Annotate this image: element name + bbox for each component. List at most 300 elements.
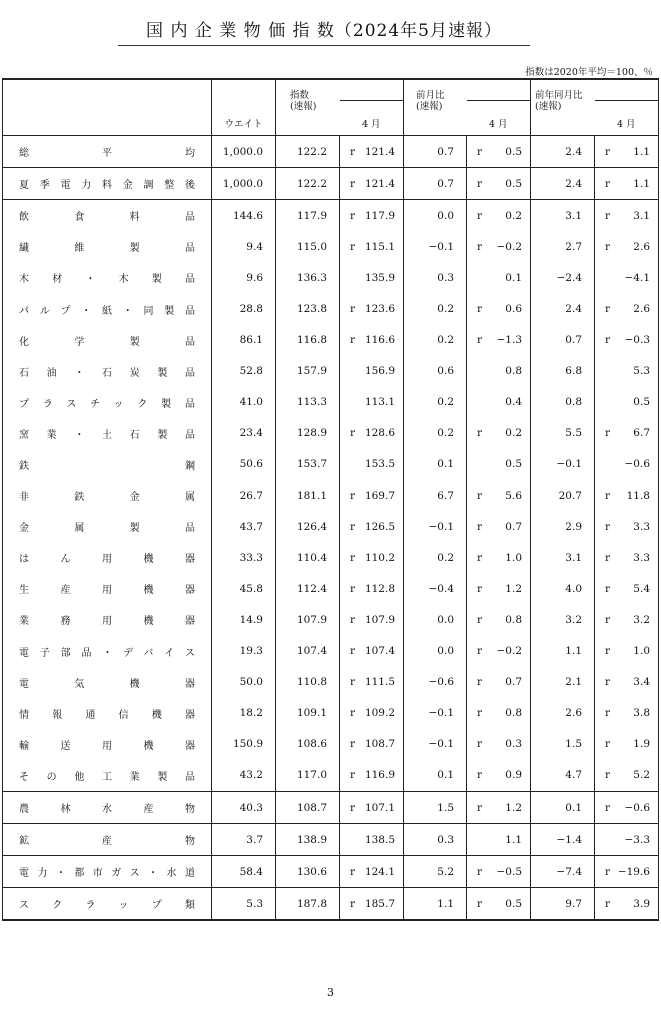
weight-cell: 1,000.0	[212, 168, 276, 200]
mom-cell: 0.2	[404, 293, 467, 324]
prev-mom-cell: r 0.3	[467, 729, 531, 760]
table-row	[3, 888, 659, 921]
row-label: 繊維製品	[19, 243, 195, 255]
prev-index-cell: r 107.4	[340, 636, 404, 667]
row-label: 輸送用機器	[19, 740, 195, 752]
prev-yoy-cell: r 5.4	[595, 573, 659, 604]
revised-flag: r	[350, 520, 356, 533]
yoy-cell: 3.2	[531, 604, 595, 635]
revised-flag: r	[605, 303, 611, 316]
prev-index-cell: r 107.1	[340, 791, 404, 823]
header-blank	[3, 79, 212, 136]
index-cell: 130.6	[276, 856, 340, 888]
table-row	[3, 418, 659, 449]
index-cell: 110.4	[276, 542, 340, 573]
row-label: 鉄鋼	[19, 460, 195, 472]
prev-index-cell: r 107.9	[340, 604, 404, 635]
yoy-cell: 3.1	[531, 542, 595, 573]
prev-index-cell: r 116.6	[340, 325, 404, 356]
index-cell: 108.6	[276, 729, 340, 760]
weight-cell: 1,000.0	[212, 136, 276, 168]
index-cell: 108.7	[276, 791, 340, 823]
yoy-cell: −7.4	[531, 856, 595, 888]
row-label: その他工業製品	[3, 760, 212, 792]
weight-cell: 40.3	[212, 791, 276, 823]
table-row	[3, 387, 659, 418]
revised-flag: r	[605, 334, 611, 347]
prev-yoy-cell: −4.1	[595, 262, 659, 293]
mom-cell: 0.2	[404, 325, 467, 356]
weight-cell: 9.6	[212, 262, 276, 293]
unit-note: 指数は2020年平均＝100、％	[525, 67, 653, 78]
mom-cell: 0.6	[404, 356, 467, 387]
row-label: 石油・石炭製品	[19, 367, 195, 379]
revised-flag: r	[477, 738, 483, 751]
prev-index-cell: r 110.2	[340, 542, 404, 573]
prev-index-cell: 113.1	[340, 387, 404, 418]
revised-flag: r	[350, 427, 356, 440]
index-cell: 113.3	[276, 387, 340, 418]
yoy-cell: 2.7	[531, 231, 595, 262]
row-label: はん用機器	[19, 554, 195, 566]
revised-flag: r	[477, 582, 483, 595]
yoy-cell: 2.4	[531, 168, 595, 200]
yoy-cell: −0.1	[531, 449, 595, 480]
revised-flag: r	[350, 209, 356, 222]
header-index-label: 指数	[290, 90, 310, 101]
prev-index-cell: r 123.6	[340, 293, 404, 324]
mom-cell: 5.2	[404, 856, 467, 888]
prev-yoy-cell: r 3.3	[595, 542, 659, 573]
prev-yoy-cell: r 3.3	[595, 511, 659, 542]
index-cell: 136.3	[276, 262, 340, 293]
revised-flag: r	[605, 613, 611, 626]
prev-yoy-cell: r 3.4	[595, 667, 659, 698]
row-label: 電子部品・デバイス	[19, 647, 195, 659]
prev-index-cell: r 128.6	[340, 418, 404, 449]
revised-flag: r	[477, 801, 483, 814]
revised-flag: r	[477, 676, 483, 689]
revised-flag: r	[350, 613, 356, 626]
table-row	[3, 136, 659, 168]
header-index-prev-month: 4 月	[361, 119, 381, 130]
revised-flag: r	[477, 865, 483, 878]
table-row	[3, 356, 659, 387]
revised-flag: r	[477, 551, 483, 564]
revised-flag: r	[605, 240, 611, 253]
prev-mom-cell: 0.4	[467, 387, 531, 418]
weight-cell: 86.1	[212, 325, 276, 356]
prev-mom-cell: 0.5	[467, 449, 531, 480]
revised-flag: r	[477, 707, 483, 720]
table-row	[3, 542, 659, 573]
prev-mom-cell: r 0.6	[467, 293, 531, 324]
mom-cell: 0.1	[404, 449, 467, 480]
mom-cell: 0.0	[404, 200, 467, 232]
header-mom-label: 前月比	[416, 90, 445, 101]
weight-cell: 9.4	[212, 231, 276, 262]
mom-cell: 0.7	[404, 136, 467, 168]
prev-mom-cell: r 5.6	[467, 480, 531, 511]
row-label: 総平均	[3, 136, 212, 168]
revised-flag: r	[605, 707, 611, 720]
weight-cell: 14.9	[212, 604, 276, 635]
revised-flag: r	[477, 897, 483, 910]
revised-flag: r	[605, 145, 611, 158]
prev-index-cell: r 185.7	[340, 888, 404, 921]
prev-mom-cell: r 0.7	[467, 511, 531, 542]
table-row	[3, 262, 659, 293]
yoy-cell: −2.4	[531, 262, 595, 293]
index-cell: 123.8	[276, 293, 340, 324]
weight-cell: 28.8	[212, 293, 276, 324]
mom-cell: 0.0	[404, 604, 467, 635]
mom-cell: 1.1	[404, 888, 467, 921]
prev-mom-cell: r 0.9	[467, 760, 531, 792]
prev-mom-cell: r −0.5	[467, 856, 531, 888]
prev-yoy-cell: r 3.2	[595, 604, 659, 635]
prev-yoy-cell: r 5.2	[595, 760, 659, 792]
index-cell: 153.7	[276, 449, 340, 480]
revised-flag: r	[477, 613, 483, 626]
yoy-cell: 0.1	[531, 791, 595, 823]
mom-cell: −0.1	[404, 729, 467, 760]
yoy-cell: 0.7	[531, 325, 595, 356]
revised-flag: r	[477, 177, 483, 190]
prev-mom-cell: 0.8	[467, 356, 531, 387]
revised-flag: r	[350, 145, 356, 158]
revised-flag: r	[350, 334, 356, 347]
mom-cell: 0.3	[404, 262, 467, 293]
header-yoy-sub: (速報)	[535, 101, 562, 112]
revised-flag: r	[605, 489, 611, 502]
prev-mom-cell: r 0.2	[467, 418, 531, 449]
prev-yoy-cell: r 1.9	[595, 729, 659, 760]
prev-mom-cell: r 0.7	[467, 667, 531, 698]
prev-mom-cell: r −1.3	[467, 325, 531, 356]
revised-flag: r	[605, 209, 611, 222]
prev-mom-cell: r 0.8	[467, 604, 531, 635]
weight-cell: 23.4	[212, 418, 276, 449]
index-cell: 115.0	[276, 231, 340, 262]
mom-cell: 0.2	[404, 542, 467, 573]
yoy-cell: 9.7	[531, 888, 595, 921]
prev-mom-cell: 1.1	[467, 824, 531, 856]
yoy-cell: 3.1	[531, 200, 595, 232]
prev-mom-cell: r 0.5	[467, 168, 531, 200]
row-label: 非鉄金属	[19, 492, 195, 504]
revised-flag: r	[605, 645, 611, 658]
revised-flag: r	[477, 303, 483, 316]
price-index-table	[2, 78, 659, 921]
yoy-cell: 2.4	[531, 136, 595, 168]
prev-index-cell: r 117.9	[340, 200, 404, 232]
revised-flag: r	[477, 520, 483, 533]
revised-flag: r	[350, 801, 356, 814]
row-label: 飲食料品	[19, 212, 195, 224]
revised-flag: r	[605, 676, 611, 689]
row-label: 化学製品	[19, 336, 195, 348]
revised-flag: r	[605, 177, 611, 190]
row-label: 農林水産物	[3, 791, 212, 823]
prev-yoy-cell: r 6.7	[595, 418, 659, 449]
index-cell: 112.4	[276, 573, 340, 604]
prev-index-cell: r 109.2	[340, 698, 404, 729]
revised-flag: r	[350, 707, 356, 720]
revised-flag: r	[477, 240, 483, 253]
table-row	[3, 449, 659, 480]
prev-mom-cell: r 0.5	[467, 888, 531, 921]
header-index-prev	[340, 79, 404, 136]
table-row	[3, 791, 659, 823]
weight-cell: 19.3	[212, 636, 276, 667]
header-mom-prev	[467, 79, 531, 136]
prev-yoy-cell: r 11.8	[595, 480, 659, 511]
yoy-cell: 6.8	[531, 356, 595, 387]
prev-mom-cell: r 1.2	[467, 573, 531, 604]
yoy-cell: 4.0	[531, 573, 595, 604]
index-cell: 181.1	[276, 480, 340, 511]
revised-flag: r	[350, 645, 356, 658]
header-yoy-prev	[595, 79, 659, 136]
prev-mom-cell: r 0.8	[467, 698, 531, 729]
prev-yoy-cell: −0.6	[595, 449, 659, 480]
index-cell: 122.2	[276, 168, 340, 200]
mom-cell: −0.4	[404, 573, 467, 604]
yoy-cell: 20.7	[531, 480, 595, 511]
header-yoy-label: 前年同月比	[535, 90, 583, 101]
prev-yoy-cell: r 1.1	[595, 136, 659, 168]
weight-cell: 26.7	[212, 480, 276, 511]
yoy-cell: 2.1	[531, 667, 595, 698]
index-cell: 157.9	[276, 356, 340, 387]
prev-index-cell: r 112.8	[340, 573, 404, 604]
mom-cell: −0.6	[404, 667, 467, 698]
mom-cell: 0.1	[404, 760, 467, 792]
prev-yoy-cell: r 3.9	[595, 888, 659, 921]
prev-mom-cell: r −0.2	[467, 636, 531, 667]
row-label: 窯業・土石製品	[19, 429, 195, 441]
yoy-cell: 4.7	[531, 760, 595, 792]
row-label: 金属製品	[19, 523, 195, 535]
prev-index-cell: r 108.7	[340, 729, 404, 760]
revised-flag: r	[350, 676, 356, 689]
prev-index-cell: r 111.5	[340, 667, 404, 698]
mom-cell: 0.0	[404, 636, 467, 667]
prev-yoy-cell: r −19.6	[595, 856, 659, 888]
prev-index-cell: r 115.1	[340, 231, 404, 262]
weight-cell: 5.3	[212, 888, 276, 921]
table-row	[3, 573, 659, 604]
table-row	[3, 698, 659, 729]
weight-cell: 58.4	[212, 856, 276, 888]
revised-flag: r	[477, 769, 483, 782]
header-yoy	[531, 79, 595, 136]
index-cell: 110.8	[276, 667, 340, 698]
revised-flag: r	[605, 551, 611, 564]
prev-mom-cell: r 1.2	[467, 791, 531, 823]
revised-flag: r	[605, 427, 611, 440]
mom-cell: 0.2	[404, 418, 467, 449]
revised-flag: r	[477, 209, 483, 222]
prev-index-cell: 135.9	[340, 262, 404, 293]
weight-cell: 43.7	[212, 511, 276, 542]
index-cell: 109.1	[276, 698, 340, 729]
prev-mom-cell: r −0.2	[467, 231, 531, 262]
prev-index-cell: 138.5	[340, 824, 404, 856]
table-row	[3, 667, 659, 698]
index-cell: 128.9	[276, 418, 340, 449]
weight-cell: 18.2	[212, 698, 276, 729]
mom-cell: 6.7	[404, 480, 467, 511]
table-row	[3, 636, 659, 667]
row-label: 情報通信機器	[19, 709, 195, 721]
prev-index-cell: r 126.5	[340, 511, 404, 542]
prev-index-cell: r 121.4	[340, 168, 404, 200]
row-label: 業務用機器	[19, 616, 195, 628]
row-label: プラスチック製品	[19, 398, 195, 410]
prev-yoy-cell: r 1.0	[595, 636, 659, 667]
mom-cell: −0.1	[404, 511, 467, 542]
table-row	[3, 293, 659, 324]
page-number: 3	[327, 986, 334, 999]
table-row	[3, 729, 659, 760]
revised-flag: r	[350, 865, 356, 878]
header-mom	[404, 79, 467, 136]
table-row	[3, 325, 659, 356]
yoy-cell: 2.4	[531, 293, 595, 324]
row-label: 電力・都市ガス・水道	[3, 856, 212, 888]
prev-yoy-cell: r 3.8	[595, 698, 659, 729]
revised-flag: r	[605, 801, 611, 814]
row-label: パルプ・紙・同製品	[19, 305, 195, 317]
prev-yoy-cell: 5.3	[595, 356, 659, 387]
revised-flag: r	[350, 303, 356, 316]
revised-flag: r	[350, 240, 356, 253]
weight-cell: 33.3	[212, 542, 276, 573]
prev-yoy-cell: r −0.6	[595, 791, 659, 823]
yoy-cell: 1.1	[531, 636, 595, 667]
table-row	[3, 231, 659, 262]
prev-yoy-cell: r 3.1	[595, 200, 659, 232]
header-index	[276, 79, 340, 136]
row-label: 鉱産物	[3, 824, 212, 856]
prev-yoy-cell: r 1.1	[595, 168, 659, 200]
prev-yoy-cell: r 2.6	[595, 231, 659, 262]
index-cell: 117.9	[276, 200, 340, 232]
mom-cell: 0.2	[404, 387, 467, 418]
revised-flag: r	[350, 769, 356, 782]
table-row	[3, 604, 659, 635]
prev-mom-cell: r 0.5	[467, 136, 531, 168]
revised-flag: r	[477, 489, 483, 502]
index-cell: 107.4	[276, 636, 340, 667]
weight-cell: 41.0	[212, 387, 276, 418]
header-index-sub: (速報)	[290, 101, 317, 112]
revised-flag: r	[477, 334, 483, 347]
revised-flag: r	[350, 551, 356, 564]
row-label: 木材・木製品	[19, 274, 195, 286]
table-row	[3, 200, 659, 232]
revised-flag: r	[350, 738, 356, 751]
index-cell: 122.2	[276, 136, 340, 168]
row-label: 生産用機器	[19, 585, 195, 597]
revised-flag: r	[605, 738, 611, 751]
mom-cell: −0.1	[404, 231, 467, 262]
table-header-row	[3, 79, 659, 136]
mom-cell: 0.3	[404, 824, 467, 856]
prev-yoy-cell: r 2.6	[595, 293, 659, 324]
header-mom-sub: (速報)	[416, 101, 443, 112]
revised-flag: r	[350, 489, 356, 502]
table-row	[3, 511, 659, 542]
revised-flag: r	[477, 427, 483, 440]
weight-cell: 52.8	[212, 356, 276, 387]
prev-index-cell: r 169.7	[340, 480, 404, 511]
prev-yoy-cell: −3.3	[595, 824, 659, 856]
prev-mom-cell: r 0.2	[467, 200, 531, 232]
header-mom-prev-month: 4 月	[488, 119, 508, 130]
prev-index-cell: r 121.4	[340, 136, 404, 168]
table-row	[3, 760, 659, 792]
row-label: スクラップ類	[19, 900, 195, 912]
index-cell: 116.8	[276, 325, 340, 356]
revised-flag: r	[477, 145, 483, 158]
revised-flag: r	[350, 582, 356, 595]
table-row	[3, 480, 659, 511]
index-cell: 117.0	[276, 760, 340, 792]
revised-flag: r	[605, 582, 611, 595]
table-row	[3, 824, 659, 856]
revised-flag: r	[605, 769, 611, 782]
table-row	[3, 168, 659, 200]
revised-flag: r	[350, 897, 356, 910]
prev-mom-cell: r 1.0	[467, 542, 531, 573]
yoy-cell: 5.5	[531, 418, 595, 449]
prev-yoy-cell: 0.5	[595, 387, 659, 418]
index-cell: 138.9	[276, 824, 340, 856]
yoy-cell: −1.4	[531, 824, 595, 856]
weight-cell: 50.6	[212, 449, 276, 480]
header-yoy-prev-month: 4 月	[616, 119, 636, 130]
weight-cell: 45.8	[212, 573, 276, 604]
yoy-cell: 0.8	[531, 387, 595, 418]
revised-flag: r	[477, 645, 483, 658]
yoy-cell: 2.9	[531, 511, 595, 542]
row-label: 電気機器	[19, 678, 195, 690]
mom-cell: 0.7	[404, 168, 467, 200]
prev-yoy-cell: r −0.3	[595, 325, 659, 356]
revised-flag: r	[350, 177, 356, 190]
table-row	[3, 856, 659, 888]
row-label: 夏季電力料金調整後	[3, 168, 212, 200]
revised-flag: r	[605, 520, 611, 533]
weight-cell: 43.2	[212, 760, 276, 792]
yoy-cell: 1.5	[531, 729, 595, 760]
index-cell: 187.8	[276, 888, 340, 921]
yoy-cell: 2.6	[531, 698, 595, 729]
prev-mom-cell: 0.1	[467, 262, 531, 293]
header-weight: ウエイト	[212, 79, 276, 136]
index-cell: 126.4	[276, 511, 340, 542]
prev-index-cell: 156.9	[340, 356, 404, 387]
weight-cell: 144.6	[212, 200, 276, 232]
prev-index-cell: r 116.9	[340, 760, 404, 792]
index-cell: 107.9	[276, 604, 340, 635]
prev-index-cell: r 124.1	[340, 856, 404, 888]
revised-flag: r	[605, 897, 611, 910]
prev-index-cell: 153.5	[340, 449, 404, 480]
